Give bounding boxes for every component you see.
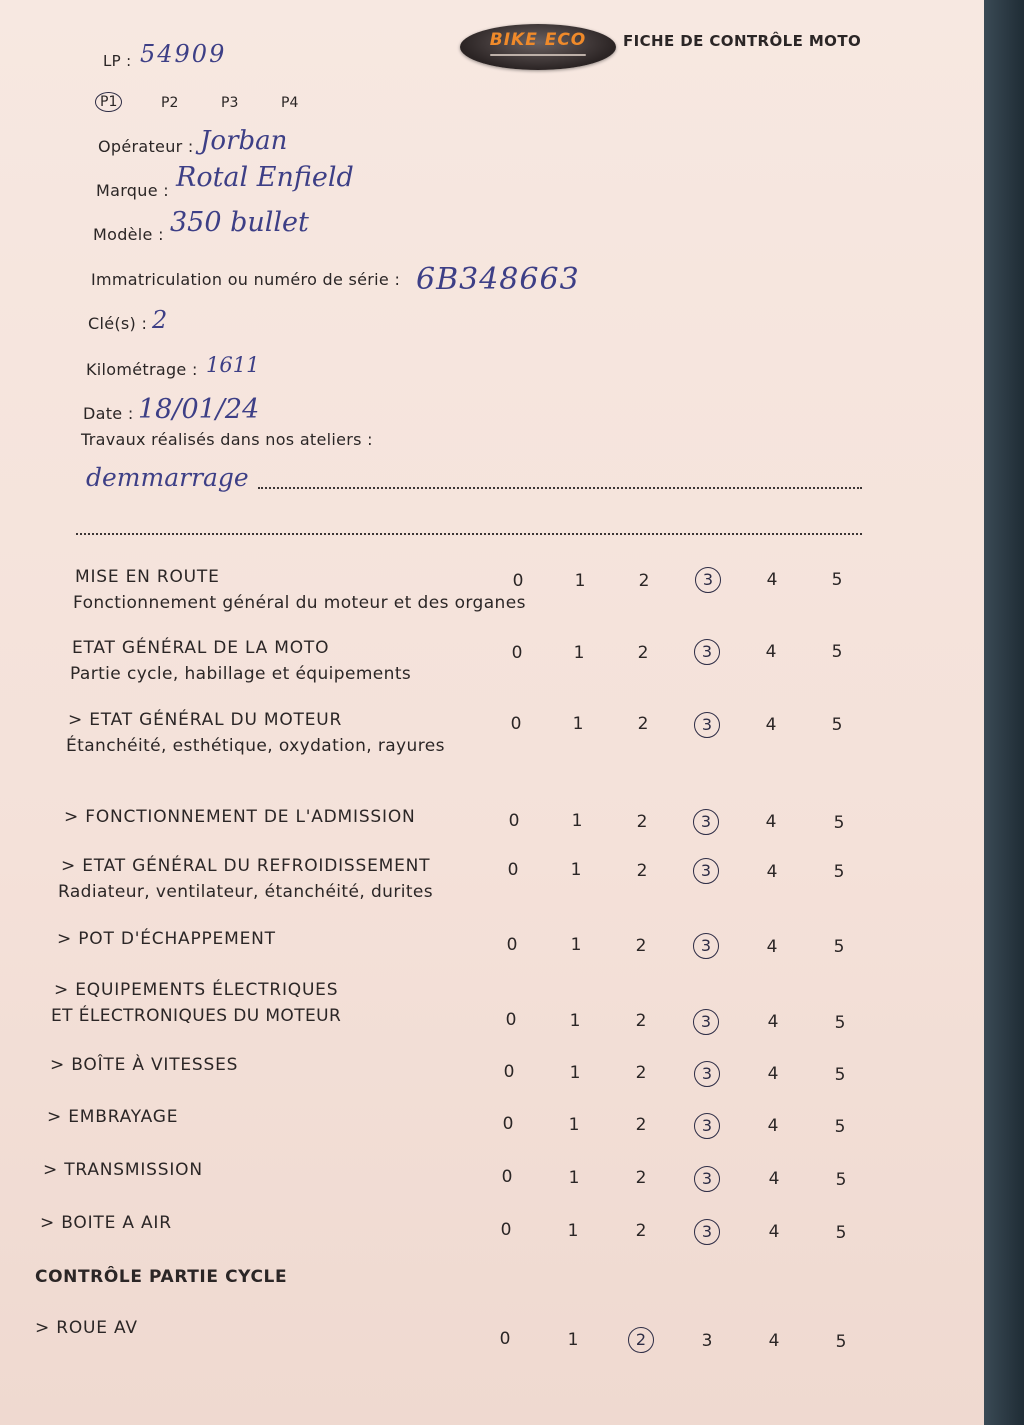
check-row-1-score-1[interactable]: 1 (573, 642, 585, 663)
check-row-10-score-3-selected[interactable]: 3 (694, 1219, 720, 1245)
check-row-title-9: > TRANSMISSION (43, 1160, 203, 1180)
check-row-9-score-3-selected[interactable]: 3 (694, 1166, 720, 1192)
check-row-4-score-0[interactable]: 0 (507, 860, 519, 880)
cycle-row-0-score-5[interactable]: 5 (835, 1332, 847, 1352)
lp-value[interactable]: 54909 (140, 40, 227, 68)
check-row-subtitle-1: Partie cycle, habillage et équipements (70, 664, 412, 684)
check-row-6-score-1[interactable]: 1 (569, 1010, 581, 1031)
cycle-row-0-score-3[interactable]: 3 (701, 1330, 713, 1351)
check-row-0-score-3-selected[interactable]: 3 (695, 567, 721, 593)
check-row-4-score-5[interactable]: 5 (833, 862, 845, 882)
cycle-row-0-score-1[interactable]: 1 (567, 1329, 579, 1350)
operator-value[interactable]: Jorban (200, 126, 288, 156)
check-row-title-1: ETAT GÉNÉRAL DE LA MOTO (72, 638, 330, 658)
check-row-5-score-0[interactable]: 0 (506, 935, 518, 955)
check-row-9-score-4[interactable]: 4 (768, 1169, 780, 1190)
check-row-2-score-1[interactable]: 1 (572, 714, 584, 735)
check-row-4-score-1[interactable]: 1 (570, 860, 582, 881)
check-row-8-score-0[interactable]: 0 (502, 1114, 514, 1134)
work-line-2[interactable] (76, 533, 862, 535)
check-row-1-score-5[interactable]: 5 (831, 642, 843, 662)
mileage-label: Kilométrage : (86, 360, 198, 379)
check-row-1-score-4[interactable]: 4 (765, 642, 777, 663)
check-row-0-score-2[interactable]: 2 (638, 570, 650, 591)
mileage-value[interactable]: 1611 (206, 353, 260, 377)
check-row-8-score-3-selected[interactable]: 3 (694, 1113, 720, 1139)
check-row-title-0: MISE EN ROUTE (75, 567, 220, 587)
check-row-6-score-5[interactable]: 5 (834, 1012, 846, 1033)
check-row-5-score-2[interactable]: 2 (635, 935, 647, 956)
check-row-5-score-1[interactable]: 1 (570, 935, 582, 956)
check-row-10-score-1[interactable]: 1 (567, 1220, 579, 1241)
bike-eco-logo (460, 24, 616, 70)
check-row-10-score-4[interactable]: 4 (768, 1222, 780, 1243)
model-label: Modèle : (93, 225, 164, 244)
check-row-1-score-0[interactable]: 0 (511, 643, 523, 663)
check-row-1-score-2[interactable]: 2 (637, 642, 649, 663)
check-row-3-score-1[interactable]: 1 (571, 811, 583, 832)
check-row-0-score-5[interactable]: 5 (831, 570, 843, 590)
cycle-row-0-score-0[interactable]: 0 (499, 1329, 511, 1349)
check-row-3-score-3-selected[interactable]: 3 (693, 809, 719, 835)
date-value[interactable]: 18/01/24 (138, 394, 260, 425)
check-row-10-score-5[interactable]: 5 (835, 1223, 847, 1243)
form-title: FICHE DE CONTRÔLE MOTO (623, 32, 862, 50)
check-row-1-score-3-selected[interactable]: 3 (694, 639, 720, 665)
check-row-8-score-2[interactable]: 2 (635, 1115, 647, 1135)
lp-label: LP : (103, 52, 132, 70)
check-row-8-score-4[interactable]: 4 (767, 1116, 779, 1136)
check-row-9-score-2[interactable]: 2 (635, 1168, 647, 1189)
position-option-p1[interactable]: P1 (95, 92, 122, 112)
check-row-9-score-5[interactable]: 5 (835, 1170, 847, 1190)
check-row-title-4: > ETAT GÉNÉRAL DU REFROIDISSEMENT (61, 856, 431, 876)
check-row-6-score-0[interactable]: 0 (505, 1010, 517, 1030)
check-row-subtitle-4: Radiateur, ventilateur, étanchéité, durites (58, 882, 434, 902)
check-row-9-score-0[interactable]: 0 (501, 1167, 513, 1187)
check-row-6-score-2[interactable]: 2 (635, 1011, 647, 1031)
keys-value[interactable]: 2 (152, 306, 168, 334)
cycle-row-0-score-2-selected[interactable]: 2 (628, 1327, 654, 1353)
cycle-section-title: CONTRÔLE PARTIE CYCLE (35, 1267, 288, 1287)
work-line-1 (258, 487, 862, 489)
brand-label: Marque : (96, 181, 169, 200)
keys-label: Clé(s) : (88, 314, 148, 333)
registration-label: Immatriculation ou numéro de série : (91, 270, 401, 289)
check-row-7-score-2[interactable]: 2 (635, 1063, 647, 1083)
logo-tagline-mark (490, 54, 586, 56)
check-row-7-score-1[interactable]: 1 (569, 1062, 581, 1083)
check-row-subtitle-2: Étanchéité, esthétique, oxydation, rayures (66, 736, 445, 756)
date-label: Date : (83, 404, 134, 423)
work-label: Travaux réalisés dans nos ateliers : (81, 430, 373, 449)
check-row-5-score-5[interactable]: 5 (833, 937, 845, 957)
check-row-5-score-4[interactable]: 4 (766, 936, 778, 957)
cycle-row-title-0: > ROUE AV (35, 1318, 138, 1338)
check-row-7-score-4[interactable]: 4 (767, 1064, 779, 1084)
check-row-title-10: > BOITE A AIR (40, 1213, 172, 1233)
check-row-0-score-1[interactable]: 1 (574, 570, 586, 591)
check-row-9-score-1[interactable]: 1 (568, 1167, 580, 1188)
check-row-3-score-2[interactable]: 2 (636, 811, 648, 832)
check-row-3-score-4[interactable]: 4 (765, 812, 777, 833)
check-row-title-8: > EMBRAYAGE (47, 1107, 179, 1127)
work-line-1-text[interactable]: demmarrage (86, 463, 249, 492)
check-row-2-score-3-selected[interactable]: 3 (694, 712, 720, 738)
check-row-4-score-3-selected[interactable]: 3 (693, 858, 719, 884)
check-row-10-score-0[interactable]: 0 (500, 1220, 512, 1240)
check-row-subtitle-6: ET ÉLECTRONIQUES DU MOTEUR (51, 1006, 342, 1026)
check-row-subtitle-0: Fonctionnement général du moteur et des organes (73, 593, 526, 613)
check-row-8-score-5[interactable]: 5 (834, 1116, 846, 1137)
check-row-6-score-3-selected[interactable]: 3 (693, 1009, 719, 1035)
logo-text: BIKE ECO (489, 30, 587, 50)
check-row-title-2: > ETAT GÉNÉRAL DU MOTEUR (68, 710, 343, 730)
check-row-0-score-4[interactable]: 4 (766, 570, 778, 591)
check-row-4-score-4[interactable]: 4 (766, 861, 778, 882)
registration-value[interactable]: 6B348663 (416, 262, 580, 297)
check-row-3-score-0[interactable]: 0 (508, 811, 520, 831)
check-row-title-7: > BOÎTE À VITESSES (50, 1055, 239, 1075)
check-row-7-score-0[interactable]: 0 (503, 1062, 515, 1082)
check-row-6-score-4[interactable]: 4 (767, 1012, 779, 1032)
model-value[interactable]: 350 bullet (170, 207, 309, 238)
check-row-0-score-0[interactable]: 0 (512, 571, 524, 591)
check-row-3-score-5[interactable]: 5 (833, 812, 845, 833)
check-row-2-score-4[interactable]: 4 (765, 714, 777, 735)
check-row-title-3: > FONCTIONNEMENT DE L'ADMISSION (64, 807, 416, 827)
background-edge (984, 0, 1024, 1425)
check-row-7-score-5[interactable]: 5 (834, 1064, 846, 1085)
check-row-4-score-2[interactable]: 2 (636, 860, 648, 881)
check-row-7-score-3-selected[interactable]: 3 (694, 1061, 720, 1087)
cycle-row-0-score-4[interactable]: 4 (768, 1331, 780, 1352)
check-row-2-score-2[interactable]: 2 (637, 714, 649, 735)
position-option-p3[interactable]: P3 (221, 95, 239, 111)
check-row-title-6: > EQUIPEMENTS ÉLECTRIQUES (54, 980, 339, 1000)
check-row-2-score-5[interactable]: 5 (831, 715, 843, 735)
check-row-5-score-3-selected[interactable]: 3 (693, 933, 719, 959)
check-row-8-score-1[interactable]: 1 (568, 1114, 580, 1135)
position-option-p4[interactable]: P4 (281, 95, 299, 111)
position-option-p2[interactable]: P2 (161, 95, 179, 111)
operator-label: Opérateur : (98, 137, 194, 156)
brand-value[interactable]: Rotal Enfield (176, 162, 354, 193)
check-row-2-score-0[interactable]: 0 (510, 714, 522, 734)
check-row-10-score-2[interactable]: 2 (635, 1221, 647, 1242)
check-row-title-5: > POT D'ÉCHAPPEMENT (57, 929, 276, 949)
